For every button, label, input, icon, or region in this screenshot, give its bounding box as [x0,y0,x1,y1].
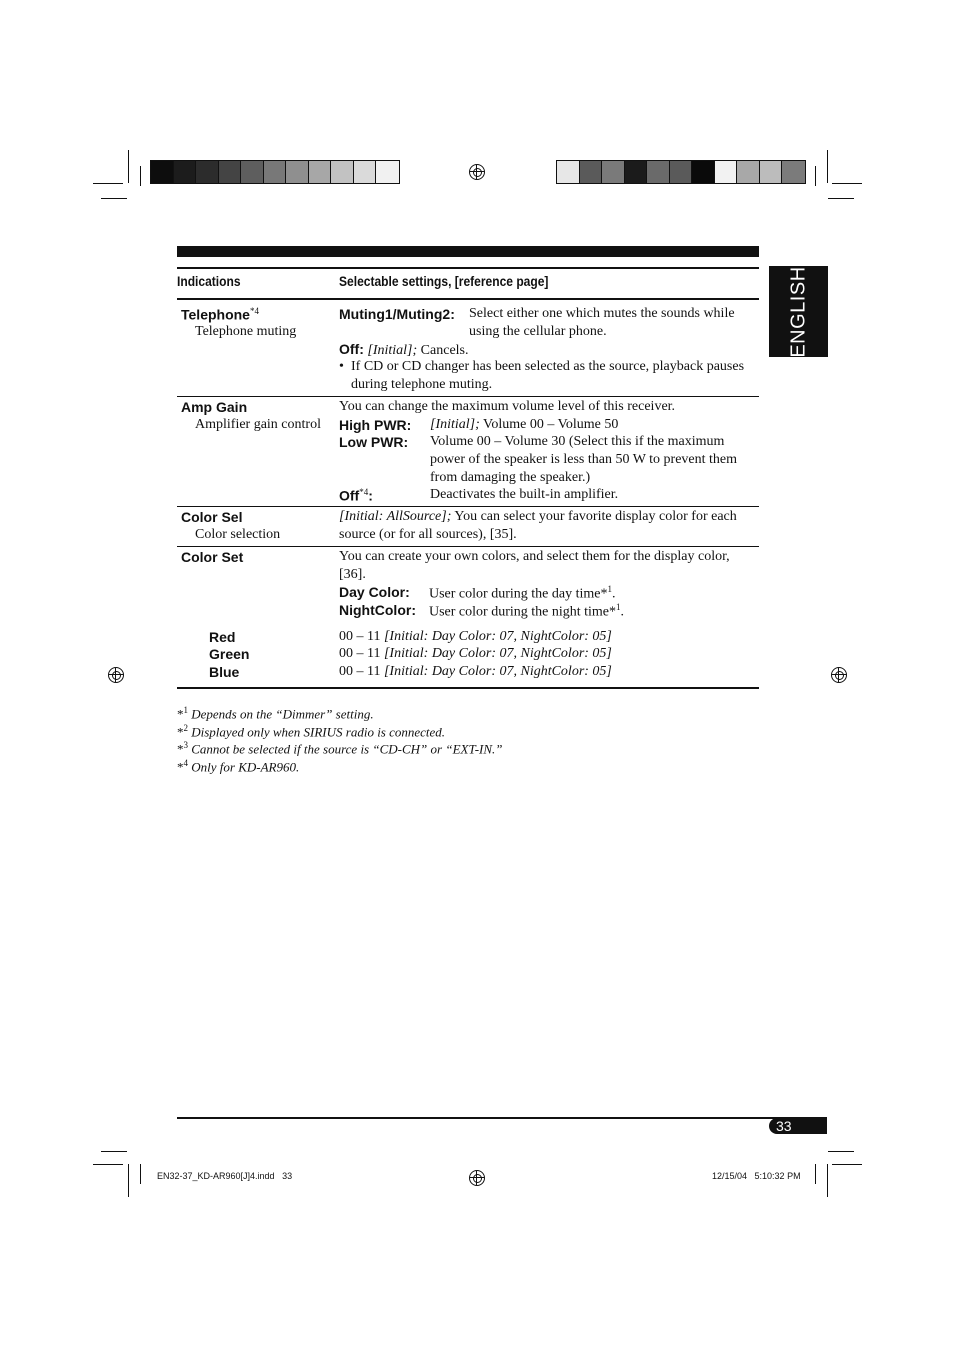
header-rule-top [177,267,759,269]
color-bar-left [150,160,400,184]
blue-value: 00 – 11 [Initial: Day Color: 07, NightColor: 05] [339,664,612,679]
blue-label: Blue [209,664,240,680]
color-swatch [647,161,670,183]
row-divider [177,546,759,547]
day-color-text: User color during the day time*$^1$. [429,584,616,602]
color-swatch [309,161,332,183]
color-swatch [625,161,648,183]
telephone-note-bullet: • [339,359,344,374]
color-swatch [354,161,377,183]
color-swatch [782,161,805,183]
color-swatch [286,161,309,183]
footnote: *$^3$ Cannot be selected if the source is “CD-CH” or “EXT-IN.” [177,740,503,757]
header-indications: Indications [177,273,241,289]
slug-date: 12/15/04 5:10:32 PM [712,1171,801,1181]
color-swatch [331,161,354,183]
header-rule-bottom [177,298,759,300]
color-swatch [174,161,197,183]
muting-label: Muting1/Muting2: [339,306,455,322]
color-swatch [557,161,580,183]
telephone-off-line: Off: [Initial]; Cancels. [339,341,469,358]
low-pwr-text-3: from damaging the speaker.) [430,470,591,485]
amp-gain-intro: You can change the maximum volume level of this receiver. [339,399,676,414]
telephone-label: Telephone$^{*4}$ [181,306,259,323]
color-swatch [602,161,625,183]
row-divider [177,506,759,507]
color-swatch [580,161,603,183]
footer-rule [177,1117,827,1119]
muting-text-1: Select either one which mutes the sounds while [469,306,735,321]
color-swatch [196,161,219,183]
green-label: Green [209,646,250,662]
green-value: 00 – 11 [Initial: Day Color: 07, NightColor: 05] [339,646,612,661]
color-sel-text-1: [Initial: AllSource]; You can select your favorite display color for each [339,509,737,524]
page-number: 33 [776,1118,792,1134]
table-top-bar [177,246,759,257]
color-set-text-1: You can create your own colors, and select them for the display color, [339,549,730,564]
registration-mark-icon [469,164,485,180]
language-tab [769,266,828,357]
day-color-label: Day Color: [339,584,410,600]
slug-file: EN32-37_KD-AR960[J]4.indd 33 [157,1171,293,1181]
night-color-label: NightColor: [339,602,416,618]
color-swatch [376,161,399,183]
low-pwr-label: Low PWR: [339,434,409,450]
color-sel-label: Color Sel [181,509,243,525]
color-swatch [241,161,264,183]
color-sel-text-2: source (or for all sources), [35]. [339,527,517,542]
amp-gain-sub: Amplifier gain control [195,417,321,432]
footnote: *$^1$ Depends on the “Dimmer” setting. [177,705,374,722]
color-set-text-2: [36]. [339,567,366,582]
low-pwr-text-2: power of the speaker is less than 50 W to prevent them [430,452,738,467]
footnote: *$^2$ Displayed only when SIRIUS radio is connected. [177,723,446,740]
registration-mark-icon [831,667,847,683]
telephone-sub: Telephone muting [195,324,297,339]
color-swatch [264,161,287,183]
page-number-badge [769,1118,827,1134]
table-bottom-rule [177,687,759,689]
color-swatch [715,161,738,183]
amp-gain-label: Amp Gain [181,399,248,415]
color-swatch [219,161,242,183]
telephone-note-2: during telephone muting. [351,377,493,392]
color-swatch [670,161,693,183]
high-pwr-label: High PWR: [339,417,412,433]
high-pwr-text: [Initial]; Volume 00 – Volume 50 [430,417,619,432]
low-pwr-text-1: Volume 00 – Volume 30 (Select this if the maximum [430,434,725,449]
header-settings: Selectable settings, [reference page] [339,273,549,289]
footnote: *$^4$ Only for KD-AR960. [177,758,300,775]
color-sel-sub: Color selection [195,527,281,542]
registration-mark-icon [469,1170,485,1186]
registration-mark-icon [108,667,124,683]
muting-text-2: using the cellular phone. [469,324,607,339]
amp-off-label: Off$^{*4}$: [339,487,373,504]
red-value: 00 – 11 [Initial: Day Color: 07, NightColor: 05] [339,629,612,644]
color-bar-right [556,160,806,184]
color-swatch [760,161,783,183]
telephone-note-1: If CD or CD changer has been selected as the source, playback pauses [351,359,745,374]
color-set-label: Color Set [181,549,244,565]
night-color-text: User color during the night time*$^1$. [429,602,625,620]
row-divider [177,396,759,397]
language-tab-label: ENGLISH [787,265,809,358]
color-swatch [737,161,760,183]
color-swatch [151,161,174,183]
amp-off-text: Deactivates the built-in amplifier. [430,487,619,502]
red-label: Red [209,629,236,645]
color-swatch [692,161,715,183]
